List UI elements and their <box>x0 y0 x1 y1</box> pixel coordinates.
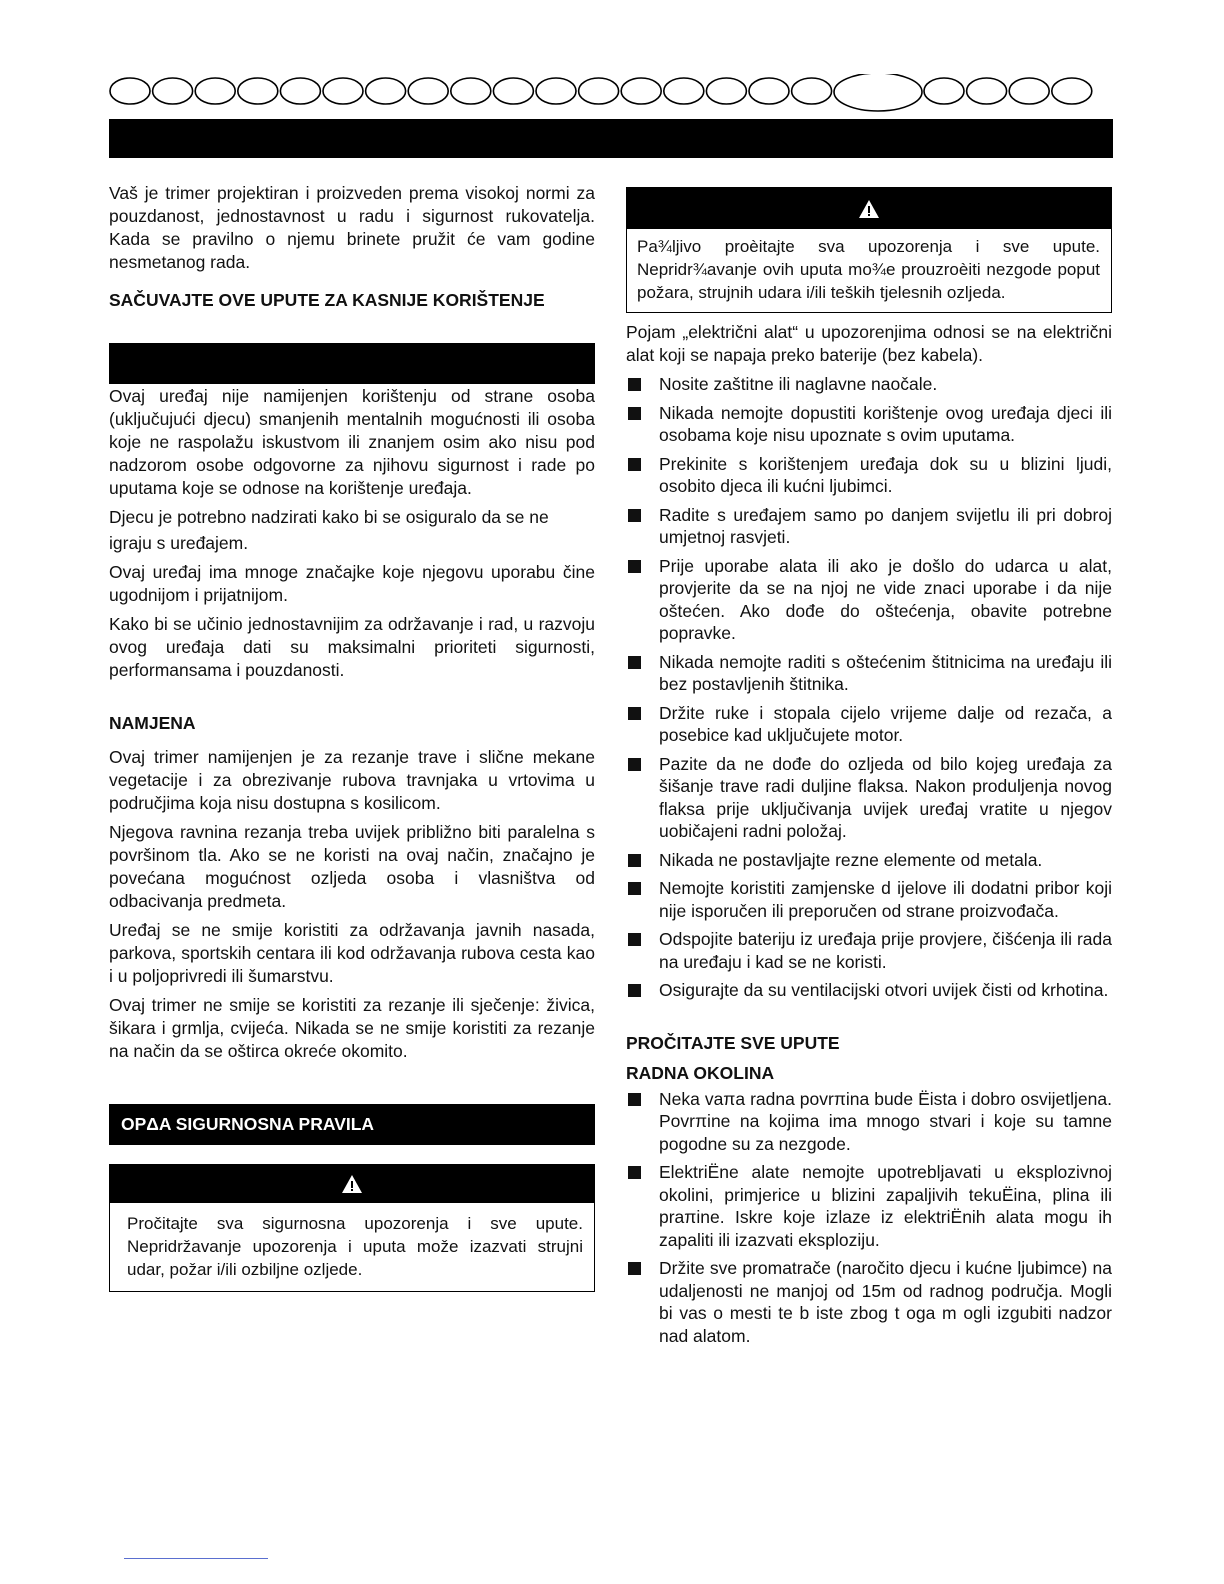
warning-header <box>627 188 1111 229</box>
list-item: Prekinite s korištenjem uređaja dok su u blizini ljudi, osobito djeca ili kućni ljubimci. <box>626 453 1112 498</box>
lang-oval <box>706 78 746 104</box>
right-column <box>626 187 1112 1347</box>
lang-oval <box>621 78 661 104</box>
bullet-square-icon <box>628 458 641 471</box>
lang-oval <box>280 78 320 104</box>
list-item: ElektriËne alate nemojte upotrebljavati u eksplozivnoj okolini, primjerice u blizini zapaljivih tekuËina, plina ili praπine. Iskre koje izlaze iz elektriËnih alata mogu ih zapaliti ili izazvati eksploziju. <box>626 1161 1112 1251</box>
list-item: Držite sve promatrače (naročito djecu i kućne ljubimce) na udaljenosti ne manjoj od 15m od radnog područja. Mogli bi vas o mesti te b iste zbog t oga m ogli izgubiti nadzor nad alatom. <box>626 1257 1112 1347</box>
bullet-square-icon <box>628 933 641 946</box>
lang-oval <box>493 78 533 104</box>
lang-oval <box>792 78 832 104</box>
paragraph: Ovaj uređaj ima mnoge značajke koje njegovu uporabu čine ugodnijom i prijatnijom. <box>109 562 595 605</box>
list-item: Nikada ne postavljajte rezne elemente od metala. <box>626 849 1112 872</box>
safety-list <box>626 373 1112 1002</box>
list-item: Držite ruke i stopala cijelo vrijeme dalje od rezača, a posebice kad uključujete motor. <box>626 702 1112 747</box>
bullet-square-icon <box>628 854 641 867</box>
warning-box <box>626 187 1112 313</box>
lang-oval <box>110 78 150 104</box>
paragraph: Ovaj trimer namijenjen je za rezanje trave i slične mekane vegetacije i za obrezivanje rubova travnjaka u vrtovima u područjima koja nisu dostupna s kosilicom. <box>109 747 595 813</box>
bullet-square-icon <box>628 882 641 895</box>
safety-rules-title: OPΔA SIGURNOSNA PRAVILA <box>121 1114 375 1134</box>
list-item: Nosite zaštitne ili naglavne naočale. <box>626 373 1112 396</box>
lang-oval <box>536 78 576 104</box>
lang-oval <box>408 78 448 104</box>
bullet-square-icon <box>628 1093 641 1106</box>
paragraph: Uređaj se ne smije koristiti za održavanja javnih nasada, parkova, sportskih centara ili kod održavanja rubova cesta kao i u poljoprivredi ili šumarstvu. <box>109 920 595 986</box>
language-tabs <box>109 74 1113 112</box>
bullet-square-icon <box>628 1262 641 1275</box>
list-item: Osigurajte da su ventilacijski otvori uvijek čisti od krhotina. <box>626 979 1112 1002</box>
warning-body <box>110 1203 594 1291</box>
safety-rules-bar <box>109 1104 595 1145</box>
list-item: Neka vaπa radna povrπina bude Ëista i dobro osvijetljena. Povrπine na kojima ima mnogo stvari i koje su tamne pogodne su za nezgode. <box>626 1088 1112 1156</box>
list-item: Nemojte koristiti zamjenske d ijelove ili dodatni pribor koji nije isporučen ili preporučen od strane proizvođača. <box>626 877 1112 922</box>
lang-oval <box>967 78 1007 104</box>
list-item: Odspojite bateriju iz uređaja prije provjere, čišćenja ili rada na uređaju i kad se ne koristi. <box>626 928 1112 973</box>
footer-line <box>124 1558 268 1559</box>
warning-box <box>109 1164 595 1292</box>
lang-oval <box>153 78 193 104</box>
bullet-square-icon <box>628 560 641 573</box>
bullet-square-icon <box>628 984 641 997</box>
warning-icon <box>341 1174 363 1194</box>
intro-paragraph: Vaš je trimer projektiran i proizveden prema visokoj normi za pouzdanost, jednostavnost u radu i sigurnost rukovatelja. Kada se pravilno o njemu brinete pružit će vam godine nesmetanog rada. <box>109 183 595 272</box>
section-bar <box>109 343 595 384</box>
read-instructions-heading: PROČITAJTE SVE UPUTE <box>626 1032 840 1053</box>
language-ovals <box>109 74 1113 112</box>
paragraph: Ovaj uređaj nije namijenjen korištenju od strane osoba (uključujući djecu) smanjenih mentalnih mogućnosti ili osoba koje ne raspolažu iskustvom ili znanjem osim ako nisu pod nadzorom osobe odgovorne za njihovu sigurnost i rade po uputama koje se odnose na korištenje uređaja. <box>109 386 595 498</box>
save-instructions-heading: SAČUVAJTE OVE UPUTE ZA KASNIJE KORIŠTENJE <box>109 290 545 310</box>
lang-oval <box>579 78 619 104</box>
lang-oval <box>664 78 704 104</box>
warning-icon <box>858 199 880 219</box>
list-item: Nikada nemojte dopustiti korištenje ovog uređaja djeci ili osobama koje nisu upoznate s ovim uputama. <box>626 402 1112 447</box>
lang-oval <box>924 78 964 104</box>
bullet-square-icon <box>628 509 641 522</box>
lang-oval <box>749 78 789 104</box>
lang-oval-active <box>834 74 922 111</box>
lang-oval <box>366 78 406 104</box>
warning-header <box>110 1165 594 1203</box>
paragraph: Kako bi se učinio jednostavnijim za održavanje i rad, u razvoju ovog uređaja dati su maksimalni prioriteti sigurnosti, performansama i pouzdanosti. <box>109 614 595 680</box>
lang-oval <box>195 78 235 104</box>
paragraph: Pojam „električni alat“ u upozorenjima odnosi se na električni alat koji se napaja preko baterije (bez kabela). <box>626 322 1112 365</box>
paragraph: Djecu je potrebno nadzirati kako bi se osiguralo da se ne <box>109 507 549 527</box>
paragraph: igraju s uređajem. <box>109 533 249 553</box>
left-column <box>109 182 595 1292</box>
lang-oval <box>323 78 363 104</box>
bullet-square-icon <box>628 378 641 391</box>
paragraph: Ovaj trimer ne smije se koristiti za rezanje ili sječenje: živica, šikara i grmlja, cvijeća. Nikada se ne smije koristiti za rezanje na način da se oštirca okreće okomito. <box>109 995 595 1061</box>
lang-oval <box>451 78 491 104</box>
title-bar <box>109 119 1113 158</box>
warning-text: Pa¾ljivo proèitajte sva upozorenja i sve upute. Nepridr¾avanje ovih uputa mo¾e prouzroèiti nezgode poput požara, strujnih udara i/ili teških tjelesnih ozljeda. <box>637 237 1100 302</box>
lang-oval <box>1052 78 1092 104</box>
bullet-square-icon <box>628 758 641 771</box>
lang-oval <box>238 78 278 104</box>
bullet-square-icon <box>628 656 641 669</box>
list-item: Prije uporabe alata ili ako je došlo do udarca u alat, provjerite da se na njoj ne vide znaci uporabe i da nije oštećen. Ako dođe do oštećenja, obavite potrebne popravke. <box>626 555 1112 645</box>
work-area-heading: RADNA OKOLINA <box>626 1062 775 1083</box>
warning-body <box>627 229 1111 312</box>
lang-oval <box>1009 78 1049 104</box>
list-item: Pazite da ne dođe do ozljeda od bilo kojeg uređaja za šišanje trave radi duljine flaksa. Nakon produljenja novog flaksa prije uključivanja uvijek uređaj vratite u njegov uobičajeni radni položaj. <box>626 753 1112 843</box>
list-item: Nikada nemojte raditi s oštećenim štitnicima na uređaju ili bez postavljenih štitnika. <box>626 651 1112 696</box>
bullet-square-icon <box>628 707 641 720</box>
warning-text: Pročitajte sva sigurnosna upozorenja i sve upute. Nepridržavanje upozorenja i uputa može izazvati strujni udar, požar i/ili ozbiljne ozljede. <box>127 1214 583 1279</box>
work-area-list <box>626 1088 1112 1348</box>
list-item: Radite s uređajem samo po danjem svijetlu ili pri dobroj umjetnoj rasvjeti. <box>626 504 1112 549</box>
bullet-square-icon <box>628 407 641 420</box>
bullet-square-icon <box>628 1166 641 1179</box>
paragraph: Njegova ravnina rezanja treba uvijek približno biti paralelna s površinom tla. Ako se ne koristi na ovaj način, značajno je povećana mogućnost ozljeda osoba i vlasništva od odbacivanja predmeta. <box>109 822 595 911</box>
namjena-heading: NAMJENA <box>109 713 196 733</box>
